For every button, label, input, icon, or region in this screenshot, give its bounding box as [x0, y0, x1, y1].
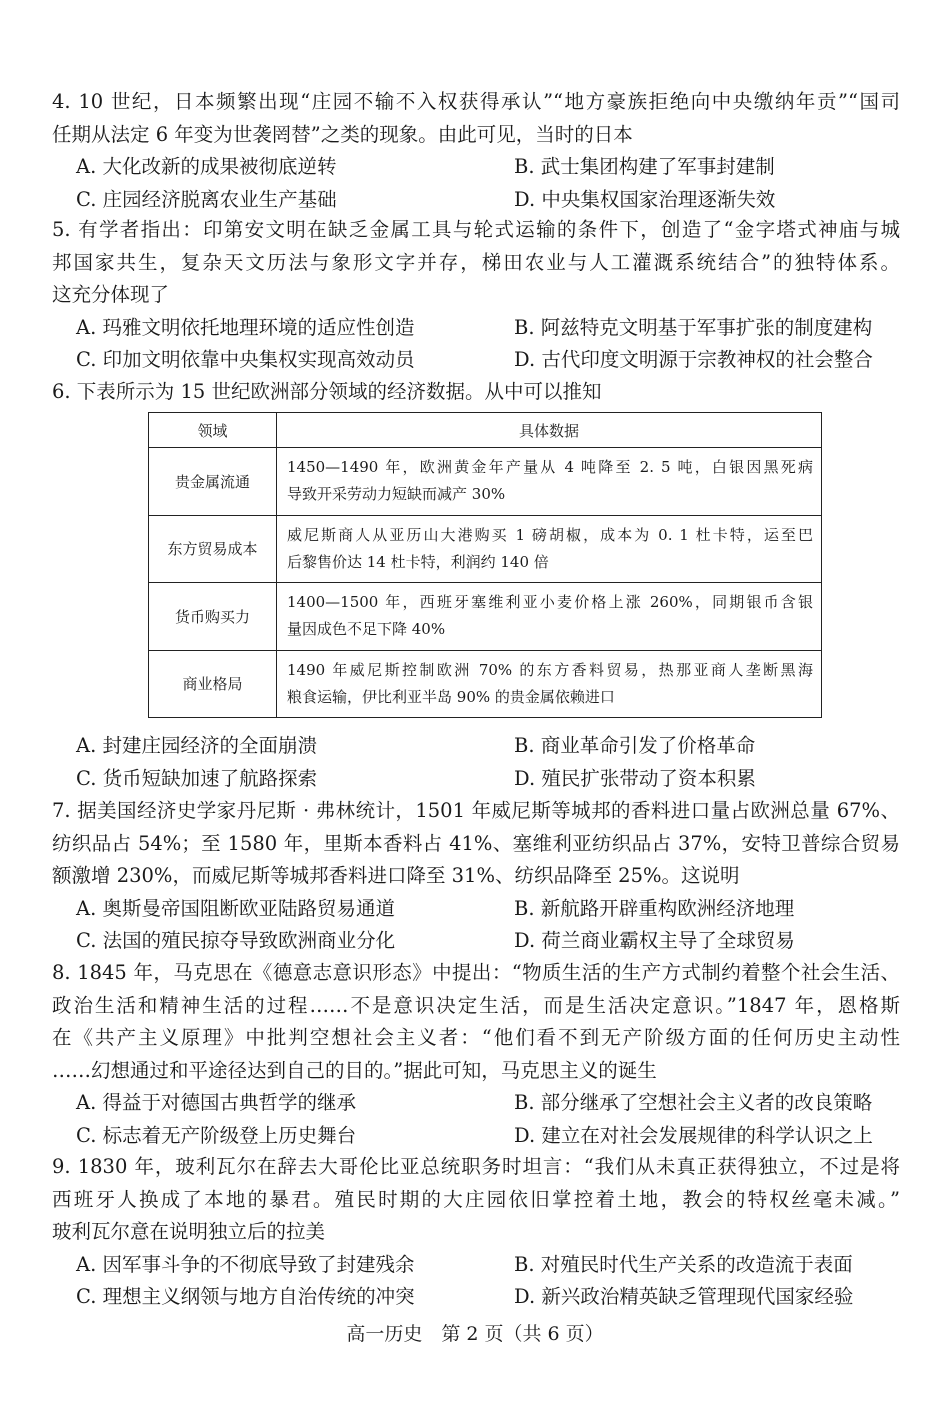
question-6-options-row-2: [52, 763, 900, 796]
question-5-stem-line-1: 5. 有学者指出：印第安文明在缺乏金属工具与轮式运输的条件下，创造了“金字塔式神庙与城: [52, 218, 900, 241]
question-7-options-row-2: [52, 925, 900, 958]
table-row-data: [277, 448, 822, 516]
economic-data-table: [148, 412, 822, 718]
question-8-stem-line-2: 政治生活和精神生活的过程……不是意识决定生活，而是生活决定意识。”1847 年，恩格斯: [52, 993, 900, 1017]
question-4-option-a[interactable]: A. 大化改新的成果被彻底逆转: [76, 155, 337, 178]
question-4: [52, 86, 900, 216]
table-header-row: [149, 413, 822, 448]
question-7: [52, 795, 900, 958]
question-4-options-row-1: [52, 151, 900, 184]
question-4-stem-line-2: 任期从法定 6 年变为世袭罔替”之类的现象。由此可见，当时的日本: [52, 122, 633, 146]
question-4-option-c[interactable]: C. 庄园经济脱离农业生产基础: [76, 187, 337, 211]
table-cell-line: 后黎售价达 14 杜卡特，利润约 140 倍: [287, 552, 549, 571]
question-5-options-row-2: [52, 344, 900, 377]
question-6-option-d[interactable]: D. 殖民扩张带动了资本积累: [514, 766, 756, 790]
question-7-stem-line-1: 7. 据美国经济史学家丹尼斯 · 弗林统计，1501 年威尼斯等城邦的香料进口量占欧洲总量 67%、: [52, 799, 900, 822]
question-5-option-d[interactable]: D. 古代印度文明源于宗教神权的社会整合: [514, 348, 873, 371]
table-row-category: 东方贸易成本: [149, 515, 277, 583]
question-8-stem-line-3: 在《共产主义原理》中批判空想社会主义者：“他们看不到无产阶级方面的任何历史主动性: [52, 1026, 900, 1049]
question-8-options-row-2: [52, 1120, 900, 1153]
question-9-stem-line-2: 西班牙人换成了本地的暴君。殖民时期的大庄园依旧掌控着土地，教会的特权丝毫未减。”: [52, 1187, 900, 1211]
table-row-data: [277, 515, 822, 583]
question-7-option-a[interactable]: A. 奥斯曼帝国阻断欧亚陆路贸易通道: [76, 896, 395, 920]
question-5-options-row-1: [52, 312, 900, 345]
question-8-options-row-1: [52, 1087, 900, 1120]
table-row-category: 贵金属流通: [149, 448, 277, 516]
question-6-options: [52, 730, 900, 795]
table-row: [149, 650, 822, 718]
question-9-stem-line-1: 9. 1830 年，玻利瓦尔在辞去大哥伦比亚总统职务时坦言：“我们从未真正获得独立，不过是将: [52, 1155, 900, 1178]
question-9-options-row-2: [52, 1281, 900, 1314]
question-5-stem-line-3: 这充分体现了: [52, 283, 170, 306]
question-4-option-b[interactable]: B. 武士集团构建了军事封建制: [514, 155, 775, 178]
question-9-option-d[interactable]: D. 新兴政治精英缺乏管理现代国家经验: [514, 1285, 854, 1308]
question-4-options-row-2: [52, 184, 900, 217]
question-7-option-b[interactable]: B. 新航路开辟重构欧洲经济地理: [514, 896, 795, 920]
question-8-option-c[interactable]: C. 标志着无产阶级登上历史舞台: [76, 1123, 357, 1147]
question-5-option-c[interactable]: C. 印加文明依靠中央集权实现高效动员: [76, 348, 415, 371]
table-cell-line: 1400—1500 年，西班牙塞维利亚小麦价格上涨 260%，同期银币含银: [287, 593, 813, 612]
question-7-option-d[interactable]: D. 荷兰商业霸权主导了全球贸易: [514, 929, 795, 952]
question-8-stem-line-1: 8. 1845 年，马克思在《德意志意识形态》中提出：“物质生活的生产方式制约着整个社会生活、: [52, 961, 900, 984]
question-9-option-b[interactable]: B. 对殖民时代生产关系的改造流于表面: [514, 1252, 853, 1276]
table-header-data: 具体数据: [277, 413, 822, 448]
question-6-stem-line-1: 6. 下表所示为 15 世纪欧洲部分领域的经济数据。从中可以推知: [52, 380, 602, 403]
table-row-category: 货币购买力: [149, 583, 277, 651]
table-header-category: 领域: [149, 413, 277, 448]
question-7-options-row-1: [52, 893, 900, 926]
question-5-stem-line-2: 邦国家共生，复杂天文历法与象形文字并存，梯田农业与人工灌溉系统结合”的独特体系。: [52, 250, 900, 274]
question-8-option-b[interactable]: B. 部分继承了空想社会主义者的改良策略: [514, 1091, 873, 1114]
question-6-option-b[interactable]: B. 商业革命引发了价格革命: [514, 734, 756, 757]
question-6-option-c[interactable]: C. 货币短缺加速了航路探索: [76, 766, 318, 790]
question-6-option-a[interactable]: A. 封建庄园经济的全面崩溃: [76, 734, 317, 757]
table-row-data: [277, 583, 822, 651]
question-8: [52, 957, 900, 1152]
table-cell-line: 粮食运输，伊比利亚半岛 90% 的贵金属依赖进口: [287, 687, 615, 706]
table-row: [149, 583, 822, 651]
table-row-category: 商业格局: [149, 650, 277, 718]
question-8-stem-line-4: ……幻想通过和平途径达到自己的目的。”据此可知，马克思主义的诞生: [52, 1058, 657, 1082]
question-9-option-c[interactable]: C. 理想主义纲领与地方自治传统的冲突: [76, 1285, 415, 1308]
table-row-data: [277, 650, 822, 718]
question-5: [52, 214, 900, 377]
question-8-option-d[interactable]: D. 建立在对社会发展规律的科学认识之上: [514, 1123, 873, 1147]
question-9-options-row-1: [52, 1249, 900, 1282]
question-7-stem-line-2: 纺织品占 54%；至 1580 年，里斯本香料占 41%、塞维利亚纺织品占 37%，安特卫普综合贸易: [52, 831, 900, 855]
table-cell-line: 1450—1490 年，欧洲黄金年产量从 4 吨降至 2. 5 吨，白银因黑死病: [287, 458, 813, 477]
question-5-option-b[interactable]: B. 阿兹特克文明基于军事扩张的制度建构: [514, 315, 873, 339]
page-footer: 高一历史 第 2 页（共 6 页）: [346, 1323, 604, 1345]
question-4-option-d[interactable]: D. 中央集权国家治理逐渐失效: [514, 187, 776, 211]
question-6: [52, 376, 900, 409]
question-8-option-a[interactable]: A. 得益于对德国古典哲学的继承: [76, 1091, 356, 1114]
question-9-option-a[interactable]: A. 因军事斗争的不彻底导致了封建残余: [76, 1252, 415, 1276]
table-row: [149, 448, 822, 516]
question-7-stem-line-3: 额激增 230%，而威尼斯等城邦香料进口降至 31%、纺织品降至 25%。这说明: [52, 864, 740, 887]
question-6-options-row-1: [52, 730, 900, 763]
question-4-stem-line-1: 4. 10 世纪，日本频繁出现“庄园不输不入权获得承认”“地方豪族拒绝向中央缴纳年贡”“国司: [52, 90, 900, 113]
question-9: [52, 1151, 900, 1314]
question-5-option-a[interactable]: A. 玛雅文明依托地理环境的适应性创造: [76, 315, 415, 339]
table-row: [149, 515, 822, 583]
table-cell-line: 威尼斯商人从亚历山大港购买 1 磅胡椒，成本为 0. 1 杜卡特，运至巴: [287, 525, 813, 544]
table-cell-line: 1490 年威尼斯控制欧洲 70% 的东方香料贸易，热那亚商人垄断黑海: [287, 660, 813, 679]
table-cell-line: 量因成色不足下降 40%: [287, 620, 446, 639]
question-9-stem-line-3: 玻利瓦尔意在说明独立后的拉美: [52, 1220, 326, 1243]
question-7-option-c[interactable]: C. 法国的殖民掠夺导致欧洲商业分化: [76, 929, 396, 952]
table-cell-line: 导致开采劳动力短缺而减产 30%: [287, 485, 506, 504]
